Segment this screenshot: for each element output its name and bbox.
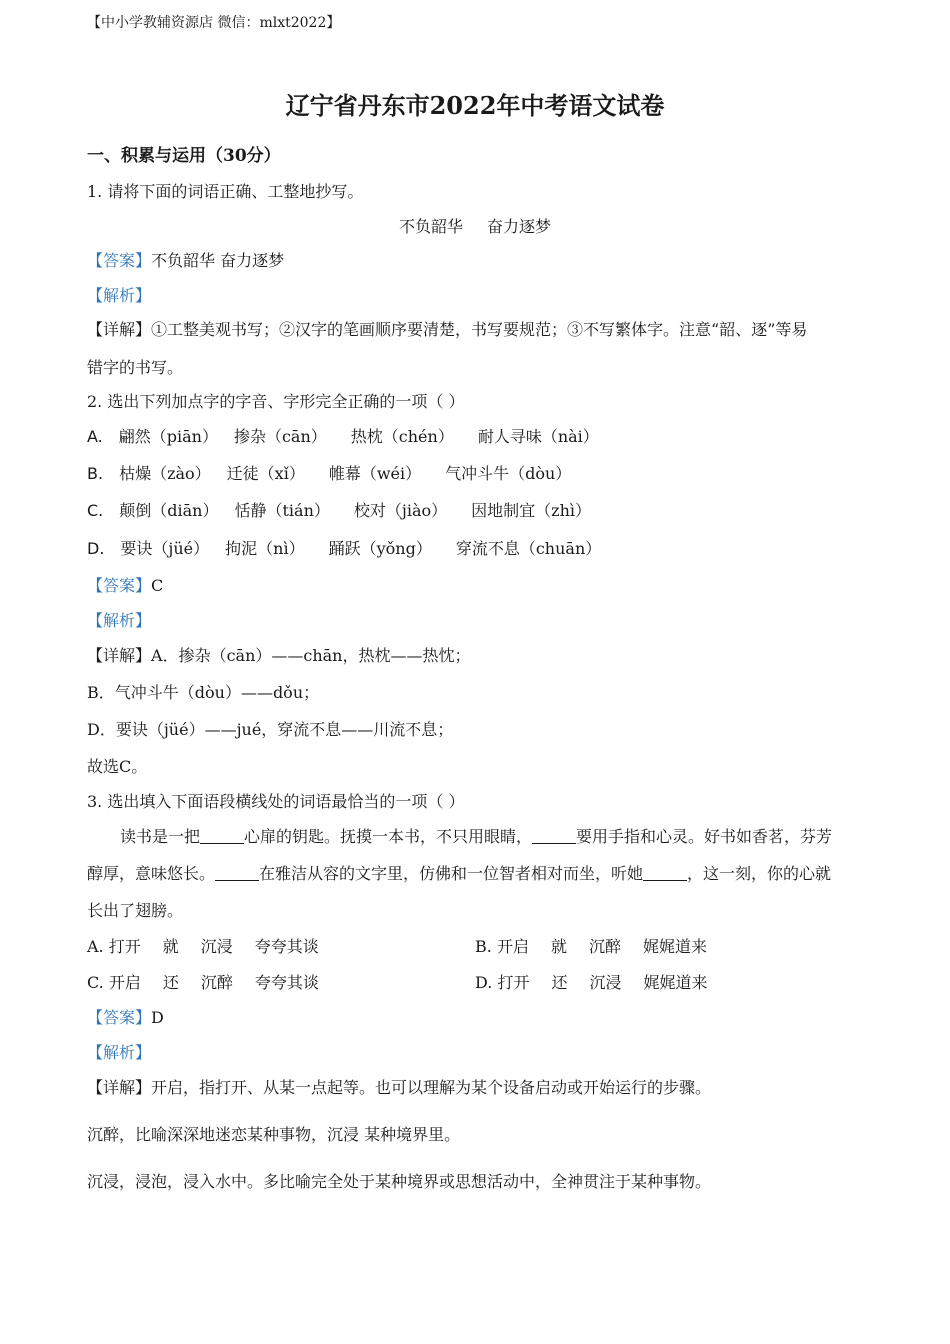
option-label: A. — [87, 427, 103, 446]
option-item: 热枕（chén） — [350, 427, 454, 446]
question-1-detail — [87, 320, 807, 340]
question-3-option-b — [475, 937, 707, 957]
option-label: A. — [87, 937, 104, 956]
question-2-option-b — [87, 464, 571, 484]
question-3-option-d — [475, 973, 708, 993]
option-item: 穿流不息（chuān） — [455, 539, 602, 558]
option-word: 打开 — [497, 973, 530, 992]
option-word: 就 — [550, 937, 567, 956]
option-word: 开启 — [496, 937, 529, 956]
option-item: 校对（jiào） — [353, 501, 448, 520]
option-word: 娓娓道来 — [642, 937, 707, 956]
answer-text: 不负韶华 奋力逐梦 — [151, 251, 285, 270]
blank-3 — [215, 864, 259, 881]
option-word: 沉醉 — [200, 973, 233, 992]
word-1: 不负韶华 — [398, 217, 463, 236]
option-item: 气冲斗牛（dòu） — [445, 464, 572, 483]
question-3-detail-1 — [87, 1078, 711, 1098]
detail-text: A．掺杂（cān）——chān，热枕——热忱； — [151, 646, 471, 665]
option-item: 恬静（tián） — [234, 501, 330, 520]
option-word: 夸夸其谈 — [254, 973, 319, 992]
option-word: 还 — [162, 973, 179, 992]
section-heading: 一、积累与运用（30分） — [87, 146, 281, 166]
question-2-option-d — [87, 539, 601, 559]
passage-text: ，这一刻，你的心就 — [687, 864, 832, 883]
question-2-conclusion: 故选C。 — [87, 757, 148, 776]
answer-tag: 【答案】 — [87, 1008, 152, 1027]
question-3-detail-3: 沉浸，浸泡，浸入水中。多比喻完全处于某种境界或思想活动中，全神贯注于某种事物。 — [87, 1172, 712, 1191]
option-item: 因地制宜（zhì） — [471, 501, 592, 520]
option-label: B. — [475, 937, 492, 956]
passage-text: 心扉的钥匙。抚摸一本书，不只用眼睛， — [244, 827, 533, 846]
option-item: 掺杂（cān） — [233, 427, 327, 446]
answer-tag: 【答案】 — [87, 576, 152, 595]
analysis-tag: 【解析】 — [87, 611, 152, 630]
question-3-answer — [87, 1008, 164, 1028]
option-word: 开启 — [108, 973, 141, 992]
analysis-tag: 【解析】 — [87, 286, 152, 305]
answer-text: D — [151, 1008, 164, 1027]
question-1-stem: 1. 请将下面的词语正确、工整地抄写。 — [87, 182, 364, 201]
detail-tag: 【详解】 — [87, 320, 152, 339]
detail-text: ①工整美观书写；②汉字的笔画顺序要清楚，书写要规范；③不写繁体字。注意“韶、逐”等易 — [151, 320, 808, 339]
passage-text: 在雅洁从容的文字里，仿佛和一位智者相对而坐，听她 — [259, 864, 644, 883]
question-2-detail-d: D．要诀（jüé）——jué，穿流不息——川流不息； — [87, 720, 454, 739]
question-2-answer — [87, 576, 163, 596]
option-label: B. — [87, 464, 104, 483]
option-word: 就 — [162, 937, 179, 956]
question-3-detail-2: 沉醉，比喻深深地迷恋某种事物，沉浸 某种境界里。 — [87, 1125, 461, 1144]
passage-text: 醇厚，意味悠长。 — [87, 864, 216, 883]
option-item: 翩然（piān） — [118, 427, 218, 446]
option-word: 沉浸 — [200, 937, 233, 956]
option-item: 帷幕（wéi） — [328, 464, 422, 483]
page-header: 【中小学教辅资源店 微信：mlxt2022】 — [87, 15, 341, 31]
option-word: 沉浸 — [589, 973, 622, 992]
option-word: 还 — [551, 973, 568, 992]
question-2-detail-b: B．气冲斗牛（dòu）——dǒu； — [87, 683, 320, 702]
answer-tag: 【答案】 — [87, 251, 152, 270]
detail-tag: 【详解】 — [87, 1078, 152, 1097]
option-item: 枯燥（zào） — [119, 464, 211, 483]
passage-text: 要用手指和心灵。好书如香茗，芬芳 — [576, 827, 833, 846]
question-2-detail-a — [87, 646, 471, 666]
option-word: 沉醉 — [588, 937, 621, 956]
detail-text: 开启，指打开、从某一点起等。也可以理解为某个设备启动或开始运行的步骤。 — [151, 1078, 712, 1097]
question-3-stem: 3. 选出填入下面语段横线处的词语最恰当的一项（ ） — [87, 792, 465, 811]
option-word: 打开 — [108, 937, 141, 956]
option-label: C. — [87, 973, 104, 992]
option-item: 颠倒（diān） — [119, 501, 219, 520]
option-label: D. — [475, 973, 493, 992]
answer-text: C — [151, 576, 164, 595]
passage-line-1 — [120, 827, 832, 847]
passage-line-3: 长出了翅膀。 — [87, 901, 184, 920]
blank-2 — [532, 827, 576, 844]
option-label: C. — [87, 501, 104, 520]
option-item: 耐人寻味（nài） — [477, 427, 599, 446]
word-2: 奋力逐梦 — [487, 217, 552, 236]
option-item: 迁徒（xǐ） — [226, 464, 305, 483]
option-label: D. — [87, 539, 105, 558]
passage-line-2 — [87, 864, 831, 884]
question-1-words — [0, 217, 950, 237]
question-1-answer — [87, 251, 284, 271]
option-item: 要诀（jüé） — [120, 539, 210, 558]
option-item: 拘泥（nì） — [225, 539, 305, 558]
blank-1 — [200, 827, 244, 844]
blank-4 — [643, 864, 687, 881]
option-word: 娓娓道来 — [643, 973, 708, 992]
question-3-option-c — [87, 973, 319, 993]
question-1-detail-cont: 错字的书写。 — [87, 358, 184, 377]
option-item: 踊跃（yǒng） — [328, 539, 432, 558]
analysis-tag: 【解析】 — [87, 1043, 152, 1062]
option-word: 夸夸其谈 — [254, 937, 319, 956]
question-3-option-a — [87, 937, 319, 957]
question-2-option-a — [87, 427, 599, 447]
question-2-stem: 2. 选出下列加点字的字音、字形完全正确的一项（ ） — [87, 392, 465, 411]
detail-tag: 【详解】 — [87, 646, 152, 665]
passage-text: 读书是一把 — [120, 827, 201, 846]
question-2-option-c — [87, 501, 591, 521]
page-title: 辽宁省丹东市2022年中考语文试卷 — [285, 91, 665, 120]
